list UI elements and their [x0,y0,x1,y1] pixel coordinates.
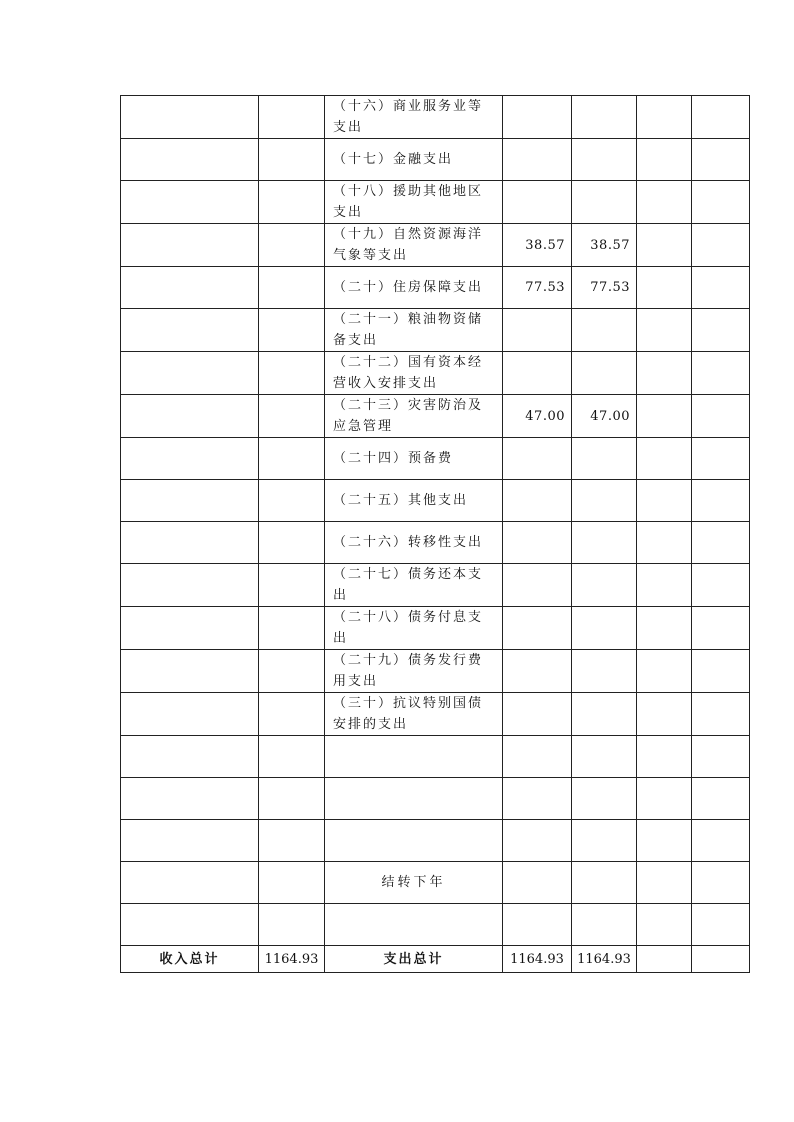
table-row-blank [121,778,750,820]
table-cell [503,736,572,778]
table-row [121,564,750,607]
table-cell [692,778,750,820]
table-cell [259,778,325,820]
expense-item-value-general [572,564,637,607]
table-cell [692,224,750,267]
budget-table-body [121,96,750,736]
table-cell [121,224,259,267]
expense-item-value [503,181,572,224]
table-cell [259,139,325,181]
table-cell [637,564,692,607]
table-cell [259,352,325,395]
expense-item-value [503,522,572,564]
expense-item-value-general [572,650,637,693]
table-cell [637,650,692,693]
expense-item-label: （三十）抗议特别国债安排的支出 [325,693,503,736]
table-cell [121,564,259,607]
table-cell [572,778,637,820]
table-cell [692,139,750,181]
table-cell [692,309,750,352]
table-cell [259,224,325,267]
table-cell [121,181,259,224]
expense-item-value: 38.57 [503,224,572,267]
table-row [121,650,750,693]
table-cell [259,904,325,946]
table-cell [503,862,572,904]
expense-item-value-general [572,693,637,736]
table-cell [692,607,750,650]
expense-item-value [503,96,572,139]
expense-item-value [503,650,572,693]
table-cell [637,736,692,778]
expense-item-value: 47.00 [503,395,572,438]
table-row-blank [121,736,750,778]
income-total-label: 收入总计 [121,946,259,973]
table-cell [121,650,259,693]
table-cell [637,395,692,438]
table-row [121,480,750,522]
table-cell [692,564,750,607]
expense-item-label: （二十二）国有资本经营收入安排支出 [325,352,503,395]
table-cell [692,480,750,522]
table-row [121,181,750,224]
expense-item-label: （二十三）灾害防治及应急管理 [325,395,503,438]
table-cell [121,904,259,946]
expense-item-label: （十七）金融支出 [325,139,503,181]
expense-item-value-general: 38.57 [572,224,637,267]
expense-item-value [503,309,572,352]
table-cell [637,96,692,139]
table-cell [692,650,750,693]
expense-item-label: （二十九）债务发行费用支出 [325,650,503,693]
expense-item-value [503,564,572,607]
table-cell [637,139,692,181]
expense-item-label: （二十八）债务付息支出 [325,607,503,650]
income-total-value: 1164.93 [259,946,325,973]
table-cell [637,862,692,904]
expense-total-label: 支出总计 [325,946,503,973]
table-cell [259,693,325,736]
table-cell [637,904,692,946]
table-cell [692,96,750,139]
table-cell [121,778,259,820]
expense-item-value-general [572,480,637,522]
table-row-blank [121,904,750,946]
table-row [121,522,750,564]
table-cell [503,820,572,862]
table-cell [259,395,325,438]
table-row [121,224,750,267]
table-cell [692,438,750,480]
table-cell [259,181,325,224]
expense-item-value [503,438,572,480]
table-cell [121,352,259,395]
table-cell [637,607,692,650]
table-cell [259,736,325,778]
table-cell [637,438,692,480]
expense-item-label: （二十六）转移性支出 [325,522,503,564]
table-cell [121,309,259,352]
table-cell [121,96,259,139]
expense-item-value-general: 77.53 [572,267,637,309]
expense-item-label: （二十四）预备费 [325,438,503,480]
budget-table-footer [121,736,750,973]
expense-item-value-general [572,139,637,181]
table-cell [259,438,325,480]
expense-item-value-general [572,607,637,650]
table-row [121,139,750,181]
expense-item-label: （二十七）债务还本支出 [325,564,503,607]
expense-item-value-general [572,309,637,352]
table-cell [692,862,750,904]
table-row [121,309,750,352]
table-cell [259,564,325,607]
table-cell [692,352,750,395]
table-cell [121,693,259,736]
expense-item-value-general: 47.00 [572,395,637,438]
expense-item-value [503,139,572,181]
table-cell [637,267,692,309]
table-cell [121,607,259,650]
table-cell [121,438,259,480]
table-cell [637,820,692,862]
expense-item-value-general [572,352,637,395]
table-cell [259,650,325,693]
table-row [121,96,750,139]
table-cell [121,522,259,564]
table-cell [325,736,503,778]
table-cell [121,139,259,181]
table-cell [503,904,572,946]
expense-item-value [503,480,572,522]
table-row [121,395,750,438]
table-cell [637,693,692,736]
expense-item-label: （十九）自然资源海洋气象等支出 [325,224,503,267]
table-cell [572,736,637,778]
table-row [121,438,750,480]
table-cell [325,904,503,946]
table-cell [637,309,692,352]
table-cell [692,395,750,438]
expense-item-label: （二十五）其他支出 [325,480,503,522]
table-cell [325,778,503,820]
table-cell [121,820,259,862]
table-cell [692,946,750,973]
table-row [121,352,750,395]
table-cell [637,946,692,973]
budget-table [120,95,750,973]
table-cell [572,820,637,862]
expense-item-label: （二十一）粮油物资储备支出 [325,309,503,352]
table-row-totals [121,946,750,973]
table-cell [121,267,259,309]
table-cell [637,522,692,564]
expense-item-value [503,693,572,736]
table-cell [259,607,325,650]
table-cell [692,267,750,309]
table-cell [692,522,750,564]
expense-item-value [503,607,572,650]
table-cell [259,96,325,139]
table-cell [259,522,325,564]
table-cell [692,181,750,224]
expense-item-value: 77.53 [503,267,572,309]
expense-item-value [503,352,572,395]
table-cell [637,352,692,395]
table-cell [325,820,503,862]
table-cell [259,267,325,309]
expense-item-value-general [572,438,637,480]
table-cell [121,480,259,522]
table-row-blank [121,820,750,862]
table-cell [692,904,750,946]
expense-item-value-general [572,181,637,224]
table-row [121,607,750,650]
table-cell [259,820,325,862]
table-cell [503,778,572,820]
table-row [121,693,750,736]
table-cell [572,862,637,904]
expense-item-value-general [572,522,637,564]
expense-total-value: 1164.93 [503,946,572,973]
table-cell [259,309,325,352]
carry-forward-label: 结转下年 [325,862,503,904]
table-cell [692,693,750,736]
expense-total-value-general: 1164.93 [572,946,637,973]
table-row [121,267,750,309]
table-cell [692,820,750,862]
table-cell [259,480,325,522]
expense-item-label: （十八）援助其他地区支出 [325,181,503,224]
table-cell [121,736,259,778]
table-cell [692,736,750,778]
table-cell [572,904,637,946]
table-cell [637,181,692,224]
table-cell [259,862,325,904]
table-cell [121,862,259,904]
table-cell [637,778,692,820]
table-row-carry-forward [121,862,750,904]
table-cell [121,395,259,438]
expense-item-label: （二十）住房保障支出 [325,267,503,309]
expense-item-label: （十六）商业服务业等支出 [325,96,503,139]
table-cell [637,224,692,267]
expense-item-value-general [572,96,637,139]
table-cell [637,480,692,522]
